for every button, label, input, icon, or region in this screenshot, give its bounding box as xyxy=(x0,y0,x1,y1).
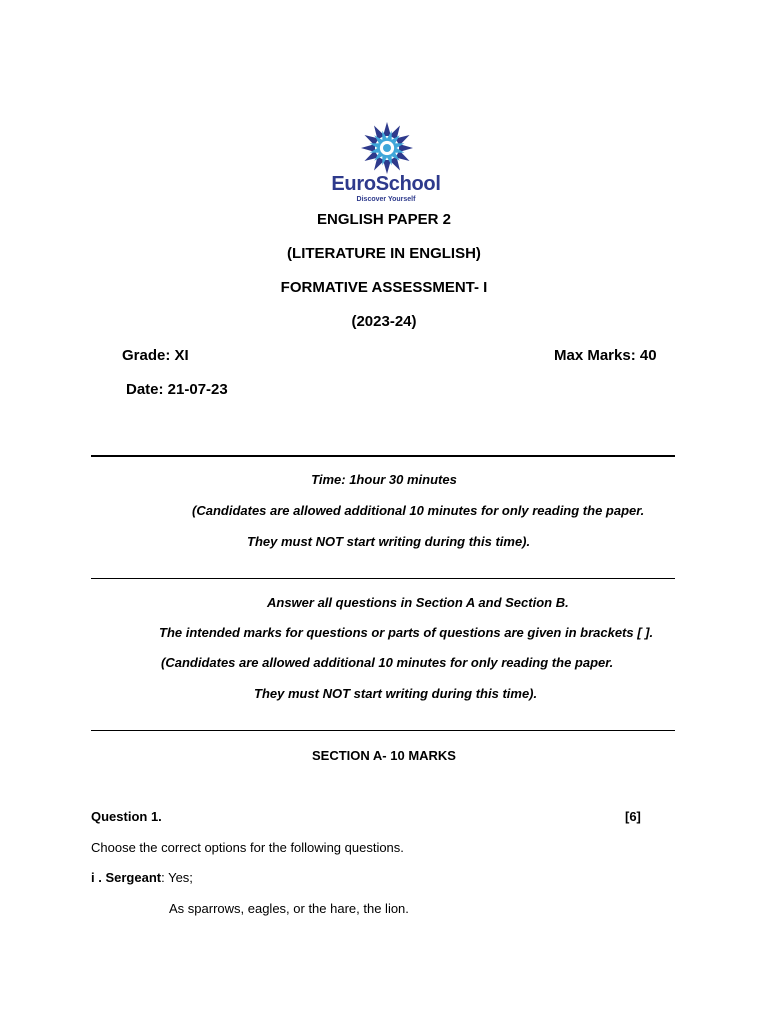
question-prompt: Choose the correct options for the following questions. xyxy=(91,840,404,855)
divider xyxy=(91,578,675,579)
euroschool-logo xyxy=(310,118,462,208)
time-allowed: Time: 1hour 30 minutes xyxy=(311,472,457,487)
reading-time-note: (Candidates are allowed additional 10 minutes for only reading the paper. xyxy=(192,503,645,518)
question-marks: [6] xyxy=(625,809,641,824)
reading-time-note-cont: They must NOT start writing during this time). xyxy=(247,534,531,549)
date-label: Date: 21-07-23 xyxy=(126,381,228,398)
paper-subtitle: (LITERATURE IN ENGLISH) xyxy=(287,245,481,262)
paper-title: ENGLISH PAPER 2 xyxy=(317,211,451,228)
item-text: : Yes; xyxy=(161,870,193,885)
question-item xyxy=(91,870,193,885)
starburst-logo-icon xyxy=(310,118,462,174)
item-prefix: i . xyxy=(91,870,102,885)
instruction-line: They must NOT start writing during this time). xyxy=(254,686,538,701)
instruction-line: Answer all questions in Section A and Section B. xyxy=(267,595,569,610)
section-title: SECTION A- 10 MARKS xyxy=(312,748,456,763)
divider xyxy=(91,455,675,457)
max-marks-label: Max Marks: 40 xyxy=(554,347,657,364)
item-quote-line: As sparrows, eagles, or the hare, the lion. xyxy=(169,901,409,916)
academic-year: (2023-24) xyxy=(351,313,417,330)
logo-tagline: Discover Yourself xyxy=(356,196,416,203)
assessment-title: FORMATIVE ASSESSMENT- I xyxy=(280,279,488,296)
divider xyxy=(91,730,675,731)
instruction-line: The intended marks for questions or parts of questions are given in brackets [ ]. xyxy=(159,625,654,640)
item-speaker: Sergeant xyxy=(105,870,162,885)
question-label: Question 1. xyxy=(91,809,162,824)
instruction-line: (Candidates are allowed additional 10 minutes for only reading the paper. xyxy=(161,655,614,670)
grade-label: Grade: XI xyxy=(122,347,189,364)
logo-brand-text: EuroSchool xyxy=(331,173,441,195)
